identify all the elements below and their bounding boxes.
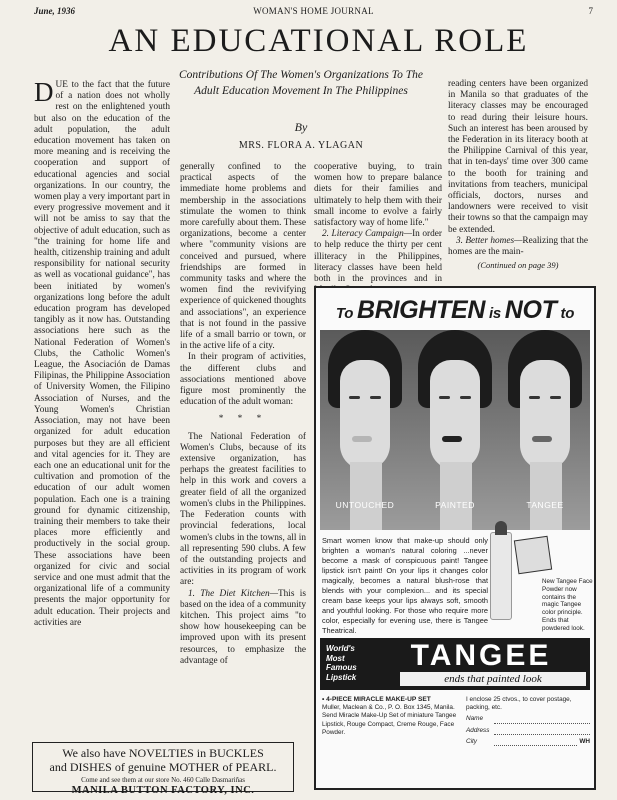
page-number: 7 [588, 6, 593, 16]
drop-cap: D [34, 77, 54, 107]
tangee-banner [320, 638, 590, 690]
article-paragraph: DUE to the fact that the future of a nation does not wholly rest on the enlightened youth but also on the education of the adult population, the adult education movement has taken on more meaning and is receiving the cooperation and support of educational agencies and social organizations. In our country, the women play a very important part in every progressive movement and it will not be amiss to say that the objective of adult education, such as "the training for home life and health, citizenship training and adult responsibility for national security as well as vocational guidance", has been initiated by women's organizations long before the adult education program has developed tangibly as it now has. Outstanding associations here such as the National Federation of Women's Clubs, the Catholic Women's League, the Asociación de Damas Filipinas, the Philippine Association of University Women, the Filipino Association of Nurses, and the Young Women's Christian Association, may not have been organized for adult education purposes but they are all efficient and vital agencies for it. They are each one an educational unit for the cultivation and promotion of the education of our adult women population. Each one is a training ground for dynamic citizenship, training their members to take their places more efficiently and productively in the social group. These associations have been organized for civic and social service and one must admit that the organizational life of a community presents the major opportunity for adult education. Their projects and activities are [34, 77, 170, 628]
ad-line: and DISHES of genuine MOTHER of PEARL. [49, 760, 277, 774]
face-tangee [500, 330, 590, 530]
banner-tagline: World's Most Famous Lipstick [326, 644, 357, 682]
coupon-code: WH [579, 737, 590, 745]
coupon-city-field[interactable]: City WH [466, 737, 590, 745]
coupon-address: Muller, Maclean & Co., P. O. Box 1345, Manila. Send Miracle Make-Up Set of miniature Tangee Lipstick, Rouge Compact, Creme Rouge, Face Powder. [322, 704, 457, 736]
article-paragraph: In their program of activities, the different clubs and associations mentioned above figure most prominently the education of the adult woman: [180, 352, 306, 408]
button-factory-ad [32, 742, 294, 796]
face-powder-box [514, 536, 552, 574]
issue-date: June, 1936 [34, 6, 76, 16]
ad-company: MANILA BUTTON FACTORY, INC. [71, 785, 255, 796]
face-label: UNTOUCHED [335, 500, 395, 510]
ad-address: Come and see them at our store No. 460 Calle Dasmariñas [81, 776, 245, 784]
article-title: AN EDUCATIONAL ROLE [108, 23, 529, 59]
face-painted [410, 330, 500, 530]
page-header [34, 6, 593, 20]
article-paragraph: reading centers have been organized in Manila so that graduates of the literacy classes may be encouraged to read during their leisure hours. Such an interest has been aroused by the Federation in its literacy booth at the Philippine Carnival of this year, that in ten-days' time over 300 came to the booth for training and invitations from teachers, municipal officials, doctors, nurses and landowners were received to visit their towns so that the campaign may be extended. [448, 79, 588, 235]
article-column-2 [180, 162, 306, 778]
article-paragraph: cooperative buying, to train women how to prepare balance diets for their families and ultimately to help them with their small income to evolve a fairly satisfactory way of home life." [314, 162, 442, 229]
continued-note: (Continued on page 39) [477, 260, 559, 271]
tangee-logo: TANGEE [410, 639, 552, 672]
article-column-4 [448, 79, 588, 274]
byline: By [294, 120, 308, 134]
coupon-name-field[interactable]: Name [466, 715, 590, 723]
author-name: MRS. FLORA A. YLAGAN [238, 140, 364, 151]
coupon-address-field[interactable]: Address [466, 727, 590, 735]
article-paragraph: 3. Better homes—Realizing that the homes are the main- [448, 235, 588, 258]
article-paragraph: 2. Literacy Campaign—In order to help reduce the thirty per cent illiteracy in the Philippines, literacy classes have been held both in the provinces and in [314, 229, 442, 285]
coupon-form [466, 696, 590, 746]
tangee-ad [314, 286, 596, 790]
article-paragraph: generally confined to the practical aspects of the immediate home problems and membership in the associations stimulate the women to think more carefully about them. These organizations, become a center where "community visions are conceived and pursued, where friendships are formed in community tasks and where the women find the revivifying experience of quickened thoughts and associations", an experience that is not found in the passive life of a small barrio or town, or in the active life of a city. [180, 162, 306, 352]
journal-name: WOMAN'S HOME JOURNAL [253, 6, 374, 16]
face-label: TANGEE [526, 500, 564, 510]
tangee-headline: To BRIGHTEN is NOT to [335, 296, 575, 324]
coupon-offer [322, 696, 462, 737]
ad-line: We also have NOVELTIES in BUCKLES [62, 746, 264, 760]
coupon-title: • 4-PIECE MIRACLE MAKE-UP SET [322, 696, 431, 703]
face-comparison-photo [320, 330, 590, 530]
article-subtitle: Contributions Of The Women's Organizations To The Adult Education Movement In The Philippines [179, 69, 423, 97]
article-paragraph: The National Federation of Women's Clubs, because of its extensive organization, has perhaps the greatest facilities to help in this work and covers a greater field of all the organized women's clubs in the Philippines. The Federation counts with provincial federations, local women's clubs in the towns, all in all representing 590 clubs. A few of the outstanding projects and activities in its program of work are: [180, 431, 306, 588]
tangee-body-copy: Smart women know that make-up should only brighten a woman's natural coloring ...never become a mask of conspicuous paint! Tangee lipstick isn't paint! On your lips it changes color magically, becomes a natural blush-rose that blends with your complexion... and its special cream base keeps your lips always soft, smooth and youthful looking. For those who require more color, especially for evening use, there is Tangee Theatrical. [322, 536, 488, 635]
lipstick-illustration [490, 532, 512, 620]
section-divider: * * * [218, 414, 268, 425]
article-column-3 [314, 162, 442, 285]
face-untouched [320, 330, 410, 530]
tangee-slogan: ends that painted look [400, 672, 586, 686]
article-paragraph: 1. The Diet Kitchen—This is based on the idea of a community kitchen. This project aims "to show how housekeeping can be improved upon with its present resources, to emphasize the advantage of [180, 588, 306, 666]
powder-caption: New Tangee Face Powder now contains the magic Tangee color principle. Ends that powdered look. [542, 578, 593, 632]
article-column-1 [34, 77, 170, 778]
face-label: PAINTED [435, 500, 475, 510]
coupon-enclose-text: I enclose 25 ctvos., to cover postage, packing, etc. [466, 696, 572, 712]
